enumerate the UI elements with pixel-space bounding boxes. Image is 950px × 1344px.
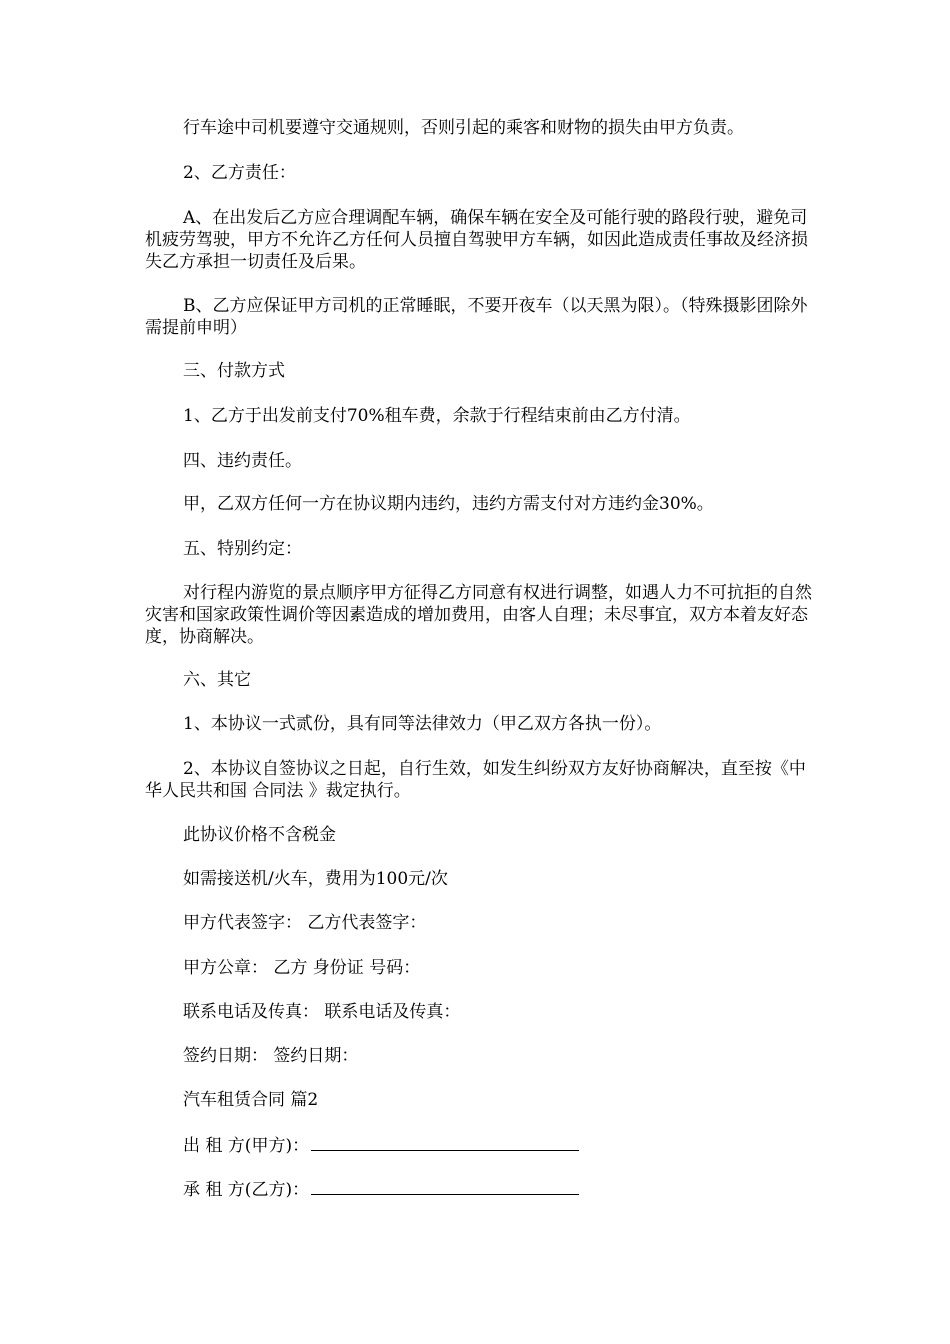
- heading-payment-method: 三、付款方式: [183, 361, 285, 381]
- paragraph-payment-terms: 1、乙方于出发前支付70%租车费，余款于行程结束前由乙方付清。: [183, 406, 691, 426]
- paragraph-tax-note: 此协议价格不含税金: [183, 825, 336, 845]
- paragraph-transfer-fee: 如需接送机/火车，费用为100元/次: [183, 869, 448, 889]
- paragraph-clause-b: B、乙方应保证甲方司机的正常睡眠，不要开夜车（以天黑为限）。（特殊摄影团除外需提前申明）: [145, 296, 808, 338]
- field-lessee-label: 承 租 方(乙方)：: [183, 1180, 310, 1200]
- signature-contact: 联系电话及传真： 联系电话及传真：: [183, 1002, 461, 1022]
- heading-breach-liability: 四、违约责任。: [183, 451, 302, 471]
- field-lessor: [145, 1134, 815, 1157]
- paragraph-clause-a: A、在出发后乙方应合理调配车辆，确保车辆在安全及可能行驶的路段行驶，避免司机疲劳驾驶，甲方不允许乙方任何人员擅自驾驶甲方车辆，如因此造成责任事故及经济损失乙方承担一切责任及后果。: [145, 208, 808, 272]
- paragraph-special-terms: 对行程内游览的景点顺序甲方征得乙方同意有权进行调整，如遇人力不可抗拒的自然灾害和国家政策性调价等因素造成的增加费用，由客人自理；未尽事宜，双方本着友好态度，协商解决。: [145, 583, 812, 647]
- signature-seal-id: 甲方公章： 乙方 身份证 号码：: [183, 958, 421, 978]
- heading-other: 六、其它: [183, 670, 251, 690]
- paragraph-breach-penalty: 甲，乙双方任何一方在协议期内违约，违约方需支付对方违约金30%。: [183, 494, 714, 514]
- field-lessee: [145, 1178, 815, 1201]
- field-lessor-label: 出 租 方(甲方)：: [183, 1136, 310, 1156]
- field-lessor-blank: [311, 1134, 579, 1151]
- paragraph-effectiveness: 2、本协议自签协议之日起，自行生效，如发生纠纷双方友好协商解决，直至按《中华人民共和国 合同法 》裁定执行。: [145, 759, 806, 801]
- heading-party-b-responsibility: 2、乙方责任：: [183, 163, 296, 183]
- section-title-contract-2: 汽车租赁合同 篇2: [183, 1090, 319, 1110]
- paragraph-driver-rules: 行车途中司机要遵守交通规则，否则引起的乘客和财物的损失由甲方负责。: [183, 118, 744, 138]
- signature-representatives: 甲方代表签字： 乙方代表签字：: [183, 913, 427, 933]
- paragraph-copies: 1、本协议一式贰份，具有同等法律效力（甲乙双方各执一份）。: [183, 714, 662, 734]
- field-lessee-blank: [311, 1178, 579, 1195]
- heading-special-agreement: 五、特别约定：: [183, 539, 302, 559]
- signature-date: 签约日期： 签约日期：: [183, 1046, 359, 1066]
